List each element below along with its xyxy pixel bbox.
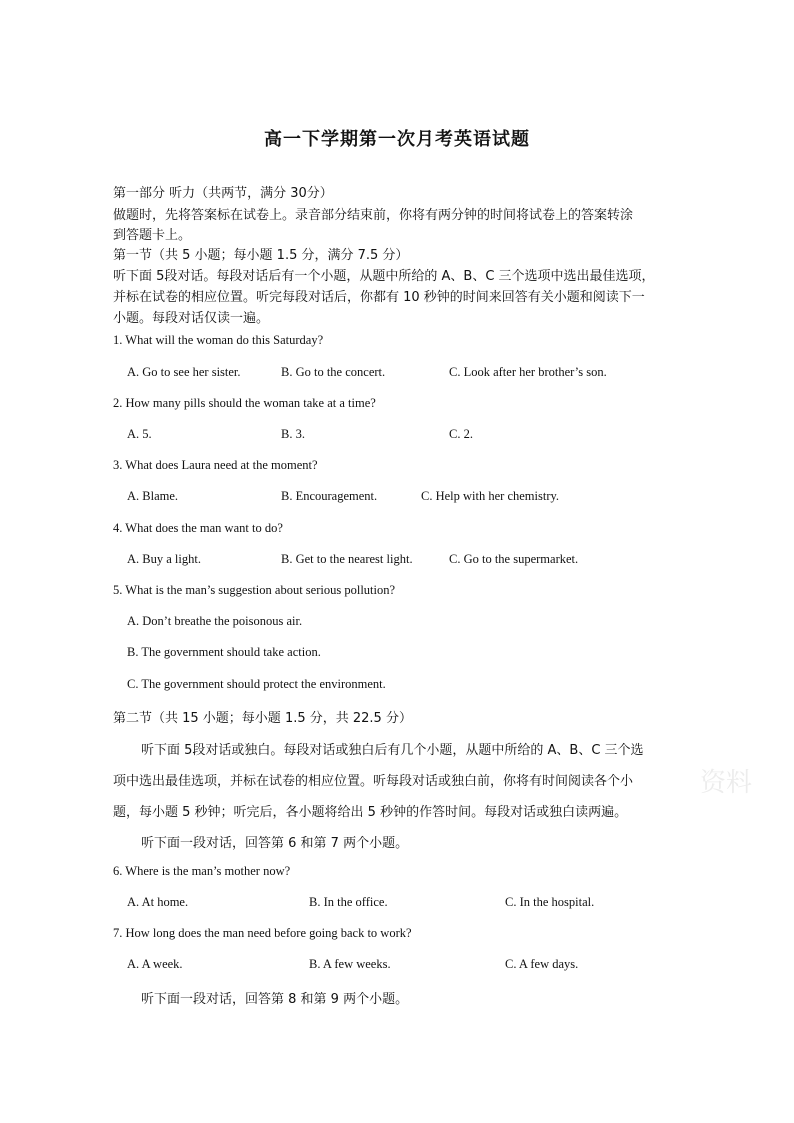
question-5-option-b: B. The government should take action. <box>127 645 321 659</box>
question-4-option-c: C. Go to the supermarket. <box>449 552 579 566</box>
question-7-option-a: A. A week. <box>127 957 183 971</box>
question-4-option-b: B. Get to the nearest light. <box>281 552 413 566</box>
section2-note-6-7: 听下面一段对话，回答第 6 和第 7 两个小题。 <box>141 836 409 851</box>
question-7-option-b: B. A few weeks. <box>309 957 391 971</box>
section1-instruction-line2: 并标在试卷的相应位置。听完每段对话后，你都有 10 秒钟的时间来回答有关小题和阅读下一 <box>113 290 645 305</box>
question-1-stem: 1. What will the woman do this Saturday? <box>113 333 324 347</box>
question-3-option-a: A. Blame. <box>127 489 179 503</box>
page-title: 高一下学期第一次月考英语试题 <box>264 129 530 150</box>
question-2-stem: 2. How many pills should the woman take at a time? <box>113 396 376 410</box>
question-7-stem: 7. How long does the man need before going back to work? <box>113 926 412 940</box>
section2-note-8-9: 听下面一段对话，回答第 8 和第 9 两个小题。 <box>141 992 409 1007</box>
question-6-option-c: C. In the hospital. <box>505 895 595 909</box>
part1-instruction-line2: 到答题卡上。 <box>113 228 192 243</box>
question-1-option-a: A. Go to see her sister. <box>127 365 241 379</box>
watermark: 资料 <box>700 768 753 798</box>
section1-instruction-line1: 听下面 5段对话。每段对话后有一个小题，从题中所给的 A、B、C 三个选项中选出最佳选项， <box>113 269 655 284</box>
question-7-option-c: C. A few days. <box>505 957 579 971</box>
question-1-option-c: C. Look after her brother’s son. <box>449 365 607 379</box>
question-3-option-c: C. Help with her chemistry. <box>421 489 560 503</box>
section2-heading: 第二节（共 15 小题；每小题 1.5 分，共 22.5 分） <box>113 711 412 726</box>
question-2-option-a: A. 5. <box>127 427 152 441</box>
section1-instruction-line3: 小题。每段对话仅读一遍。 <box>113 311 270 326</box>
part1-instruction-line1: 做题时，先将答案标在试卷上。录音部分结束前，你将有两分钟的时间将试卷上的答案转涂 <box>113 208 634 223</box>
question-6-option-a: A. At home. <box>127 895 189 909</box>
question-1-option-b: B. Go to the concert. <box>281 365 386 379</box>
question-6-option-b: B. In the office. <box>309 895 388 909</box>
question-5-option-a: A. Don’t breathe the poisonous air. <box>127 614 303 628</box>
question-6-stem: 6. Where is the man’s mother now? <box>113 864 291 878</box>
question-2-option-c: C. 2. <box>449 427 473 441</box>
question-2-option-b: B. 3. <box>281 427 305 441</box>
section1-heading: 第一节（共 5 小题；每小题 1.5 分，满分 7.5 分） <box>113 248 409 263</box>
question-3-stem: 3. What does Laura need at the moment? <box>113 458 318 472</box>
question-4-option-a: A. Buy a light. <box>127 552 201 566</box>
section2-instruction-line2: 项中选出最佳选项，并标在试卷的相应位置。听每段对话或独白前，你将有时间阅读各个小 <box>113 774 634 789</box>
part1-heading: 第一部分 听力（共两节，满分 30分） <box>113 186 333 201</box>
question-5-option-c: C. The government should protect the environment. <box>127 677 386 691</box>
question-3-option-b: B. Encouragement. <box>281 489 378 503</box>
question-5-stem: 5. What is the man’s suggestion about serious pollution? <box>113 583 396 597</box>
question-4-stem: 4. What does the man want to do? <box>113 521 283 535</box>
section2-instruction-line3: 题，每小题 5 秒钟；听完后，各小题将给出 5 秒钟的作答时间。每段对话或独白读两遍。 <box>113 805 628 820</box>
section2-instruction-line1: 听下面 5段对话或独白。每段对话或独白后有几个小题，从题中所给的 A、B、C 三个选 <box>141 743 644 758</box>
